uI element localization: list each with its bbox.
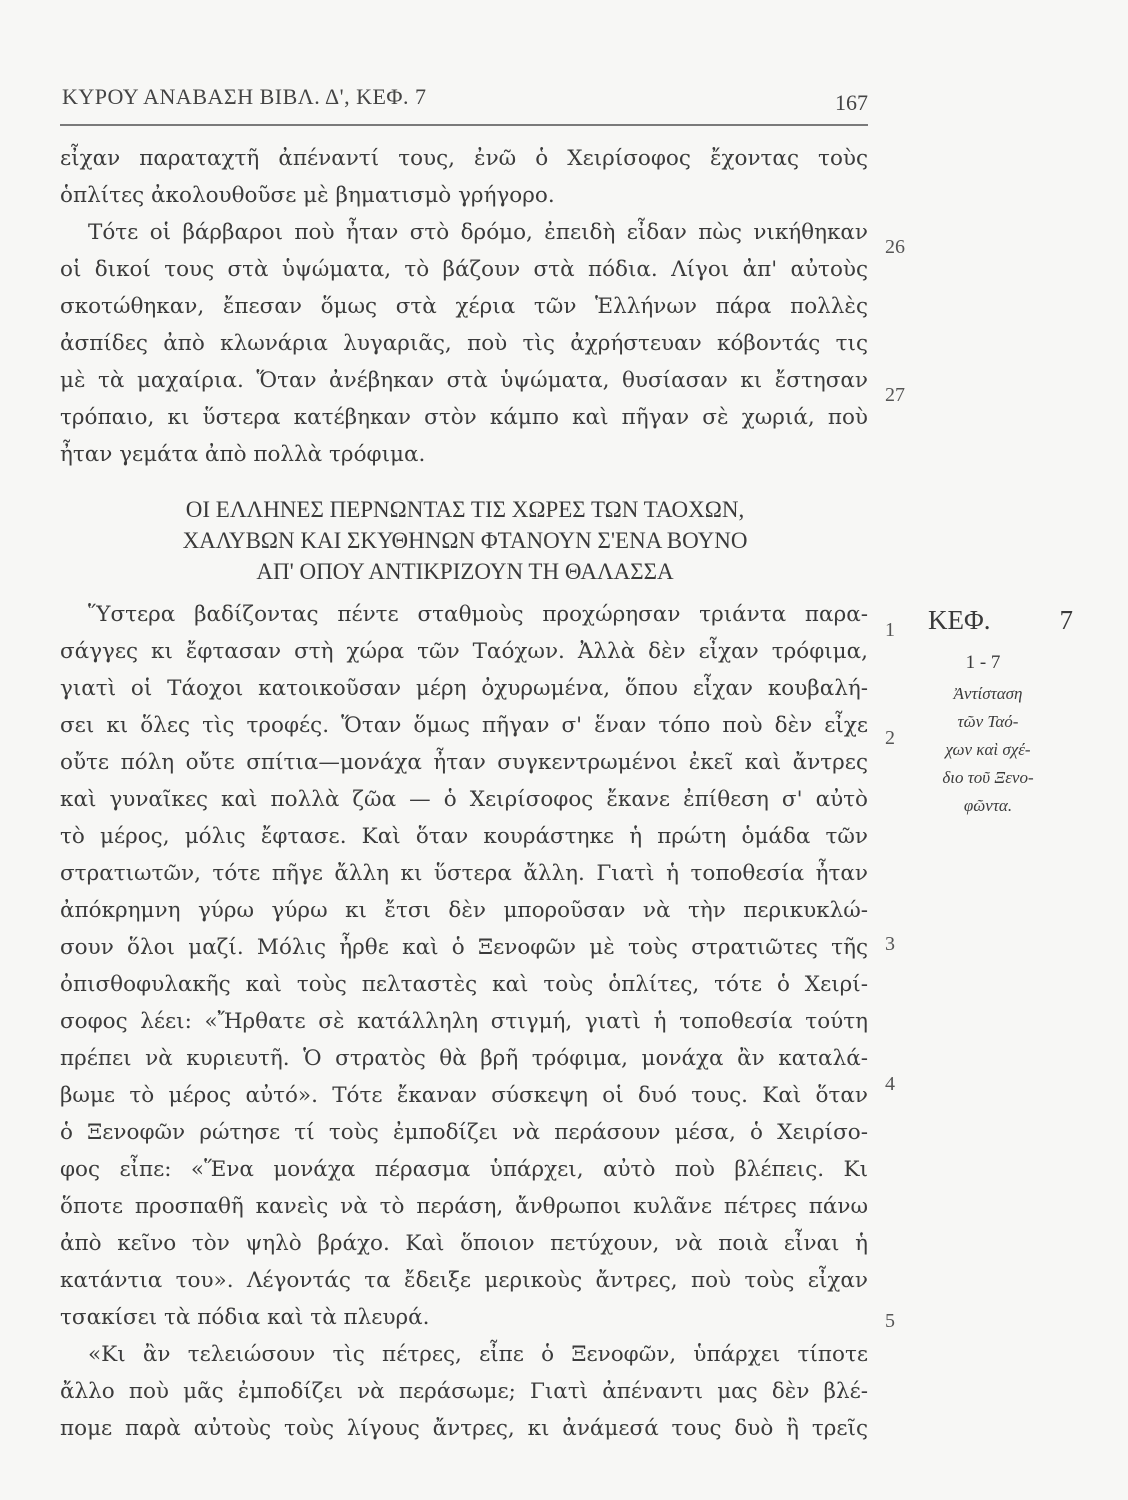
text-line: σοφος λέει: «Ἤρθατε σὲ κατάλληλη στιγμή, γιατὶ ἡ τοποθεσία τούτη bbox=[60, 1009, 868, 1034]
text-line: σάγγες κι ἔφτασαν στὴ χώρα τῶν Ταόχων. Ἀλλὰ δὲν εἶχαν τρόφιμα, bbox=[60, 639, 868, 664]
margin-number: 4 bbox=[885, 1073, 895, 1095]
text-line: οἱ δικοί τους στὰ ὑψώματα, τὸ βάζουν στὰ πόδια. Λίγοι ἀπ' αὐτοὺς bbox=[60, 257, 868, 282]
text-line: εἶχαν παραταχτῆ ἀπέναντί τους, ἐνῶ ὁ Χειρίσοφος ἔχοντας τοὺς bbox=[60, 146, 868, 171]
text-line: βωμε τὸ μέρος αὐτό». Τότε ἔκαναν σύσκεψη οἱ δυό τους. Καὶ ὅταν bbox=[60, 1083, 868, 1108]
text-line: τρόπαιο, κι ὕστερα κατέβηκαν στὸν κάμπο καὶ πῆγαν σὲ χωριά, ποὺ bbox=[60, 405, 868, 430]
text-line: ἀπόκρημνη γύρω γύρω κι ἔτσι δὲν μποροῦσαν νὰ τὴν περικυκλώ- bbox=[60, 898, 868, 923]
margin-number: 26 bbox=[885, 236, 905, 258]
text-line: μὲ τὰ μαχαίρια. Ὅταν ἀνέβηκαν στὰ ὑψώματα, θυσίασαν κι ἔστησαν bbox=[60, 368, 868, 393]
chapter-marker bbox=[928, 605, 1073, 636]
text-line: Τότε οἱ βάρβαροι ποὺ ἦταν στὸ δρόμο, ἐπειδὴ εἶδαν πὼς νικήθηκαν bbox=[88, 220, 868, 245]
page-header bbox=[60, 84, 868, 126]
text-line: ἀπὸ κεῖνο τὸν ψηλὸ βράχο. Καὶ ὅποιον πετύχουν, νὰ ποιὰ εἶναι ἡ bbox=[60, 1231, 868, 1256]
text-line: Ὕστερα βαδίζοντας πέντε σταθμοὺς προχώρησαν τριάντα παρα- bbox=[88, 602, 868, 627]
heading-line: ΟΙ ΕΛΛΗΝΕΣ ΠΕΡΝΩΝΤΑΣ ΤΙΣ ΧΩΡΕΣ ΤΩΝ ΤΑΟΧΩΝ, bbox=[185, 497, 745, 522]
chapter-sidebar bbox=[928, 605, 1078, 820]
summary-line: Ἀντίσταση bbox=[953, 684, 1023, 703]
heading-line: ΑΠ' ΟΠΟΥ ΑΝΤΙΚΡΙΖΟΥΝ ΤΗ ΘΑΛΑΣΣΑ bbox=[256, 559, 674, 584]
margin-number: 1 bbox=[885, 619, 895, 641]
text-line: πρέπει νὰ κυριευτῆ. Ὁ στρατὸς θὰ βρῆ τρόφιμα, μονάχα ἂν καταλά- bbox=[60, 1046, 868, 1071]
section-range: 1 - 7 bbox=[965, 652, 1001, 673]
chapter-number: 7 bbox=[1059, 605, 1073, 635]
chapter-summary bbox=[928, 680, 1048, 820]
summary-line: χων καὶ σχέ- bbox=[945, 740, 1031, 759]
text-line: ἄλλο ποὺ μᾶς ἐμποδίζει νὰ περάσωμε; Γιατὶ ἀπέναντι μας δὲν βλέ- bbox=[60, 1379, 868, 1404]
body-paragraphs bbox=[60, 596, 868, 1447]
text-line: σει κι ὅλες τὶς τροφές. Ὅταν ὅμως πῆγαν σ' ἕναν τόπο ποὺ δὲν εἶχε bbox=[60, 713, 868, 738]
text-line: τσακίσει τὰ πόδια καὶ τὰ πλευρά. bbox=[60, 1305, 430, 1330]
text-line: ἦταν γεμάτα ἀπὸ πολλὰ τρόφιμα. bbox=[60, 442, 426, 467]
summary-line: διο τοῦ Ξενο- bbox=[942, 768, 1034, 787]
page-number: 167 bbox=[835, 90, 868, 115]
text-line: ἀσπίδες ἀπὸ κλωνάρια λυγαριᾶς, ποὺ τὶς ἀχρήστευαν κόβοντάς τις bbox=[60, 331, 868, 356]
text-line: καὶ γυναῖκες καὶ πολλὰ ζῶα — ὁ Χειρίσοφος ἔκανε ἐπίθεση σ' αὐτὸ bbox=[60, 787, 868, 812]
text-line: ὀπισθοφυλακῆς καὶ τοὺς πελταστὲς καὶ τοὺς ὁπλίτες, τότε ὁ Χειρί- bbox=[60, 972, 868, 997]
margin-number: 3 bbox=[885, 933, 895, 955]
summary-line: τῶν Ταό- bbox=[957, 712, 1019, 731]
section-heading bbox=[80, 494, 850, 587]
text-line: τὸ μέρος, μόλις ἔφτασε. Καὶ ὅταν κουράστηκε ἡ πρώτη ὁμάδα τῶν bbox=[60, 824, 868, 849]
text-line: σουν ὅλοι μαζί. Μόλις ἦρθε καὶ ὁ Ξενοφῶν μὲ τοὺς στρατιῶτες τῆς bbox=[60, 935, 868, 960]
chapter-label: ΚΕΦ. bbox=[928, 605, 991, 635]
margin-number: 2 bbox=[885, 727, 895, 749]
margin-number: 5 bbox=[885, 1310, 895, 1332]
text-line: ὁ Ξενοφῶν ρώτησε τί τοὺς ἐμποδίζει νὰ περάσουν μέσα, ὁ Χειρίσο- bbox=[60, 1120, 868, 1145]
margin-number: 27 bbox=[885, 384, 905, 406]
heading-line: ΧΑΛΥΒΩΝ ΚΑΙ ΣΚΥΘΗΝΩΝ ΦΤΑΝΟΥΝ Σ'ΕΝΑ ΒΟΥΝΟ bbox=[182, 528, 748, 553]
text-line: οὔτε πόλη οὔτε σπίτια—μονάχα ἦταν συγκεντρωμένοι ἐκεῖ καὶ ἄντρες bbox=[60, 750, 868, 775]
text-line: ὅποτε προσπαθῆ κανεὶς νὰ τὸ περάση, ἄνθρωποι κυλᾶνε πέτρες πάνω bbox=[60, 1194, 868, 1219]
text-line: σκοτώθηκαν, ἔπεσαν ὅμως στὰ χέρια τῶν Ἑλλήνων πάρα πολλὲς bbox=[60, 294, 868, 319]
top-paragraphs bbox=[60, 140, 868, 473]
running-head: ΚΥΡΟΥ ΑΝΑΒΑΣΗ ΒΙΒΛ. Δ', ΚΕΦ. 7 bbox=[62, 84, 427, 109]
text-line: γιατὶ οἱ Τάοχοι κατοικοῦσαν μέρη ὀχυρωμένα, ὅπου εἶχαν κουβαλή- bbox=[60, 676, 868, 701]
text-line: ὁπλίτες ἀκολουθοῦσε μὲ βηματισμὸ γρήγορο. bbox=[60, 183, 555, 208]
text-line: κατάντια του». Λέγοντάς τα ἔδειξε μερικοὺς ἄντρες, ποὺ τοὺς εἶχαν bbox=[60, 1268, 868, 1293]
text-line: φος εἶπε: «Ἕνα μονάχα πέρασμα ὑπάρχει, αὐτὸ ποὺ βλέπεις. Κι bbox=[60, 1157, 868, 1182]
text-line: πομε παρὰ αὐτοὺς τοὺς λίγους ἄντρες, κι ἀνάμεσά τους δυὸ ἢ τρεῖς bbox=[60, 1416, 868, 1441]
text-line: «Κι ἂν τελειώσουν τὶς πέτρες, εἶπε ὁ Ξενοφῶν, ὑπάρχει τίποτε bbox=[88, 1342, 868, 1367]
summary-line: φῶντα. bbox=[963, 796, 1013, 815]
text-line: στρατιωτῶν, τότε πῆγε ἄλλη κι ὕστερα ἄλλη. Γιατὶ ἡ τοποθεσία ἦταν bbox=[60, 861, 868, 886]
